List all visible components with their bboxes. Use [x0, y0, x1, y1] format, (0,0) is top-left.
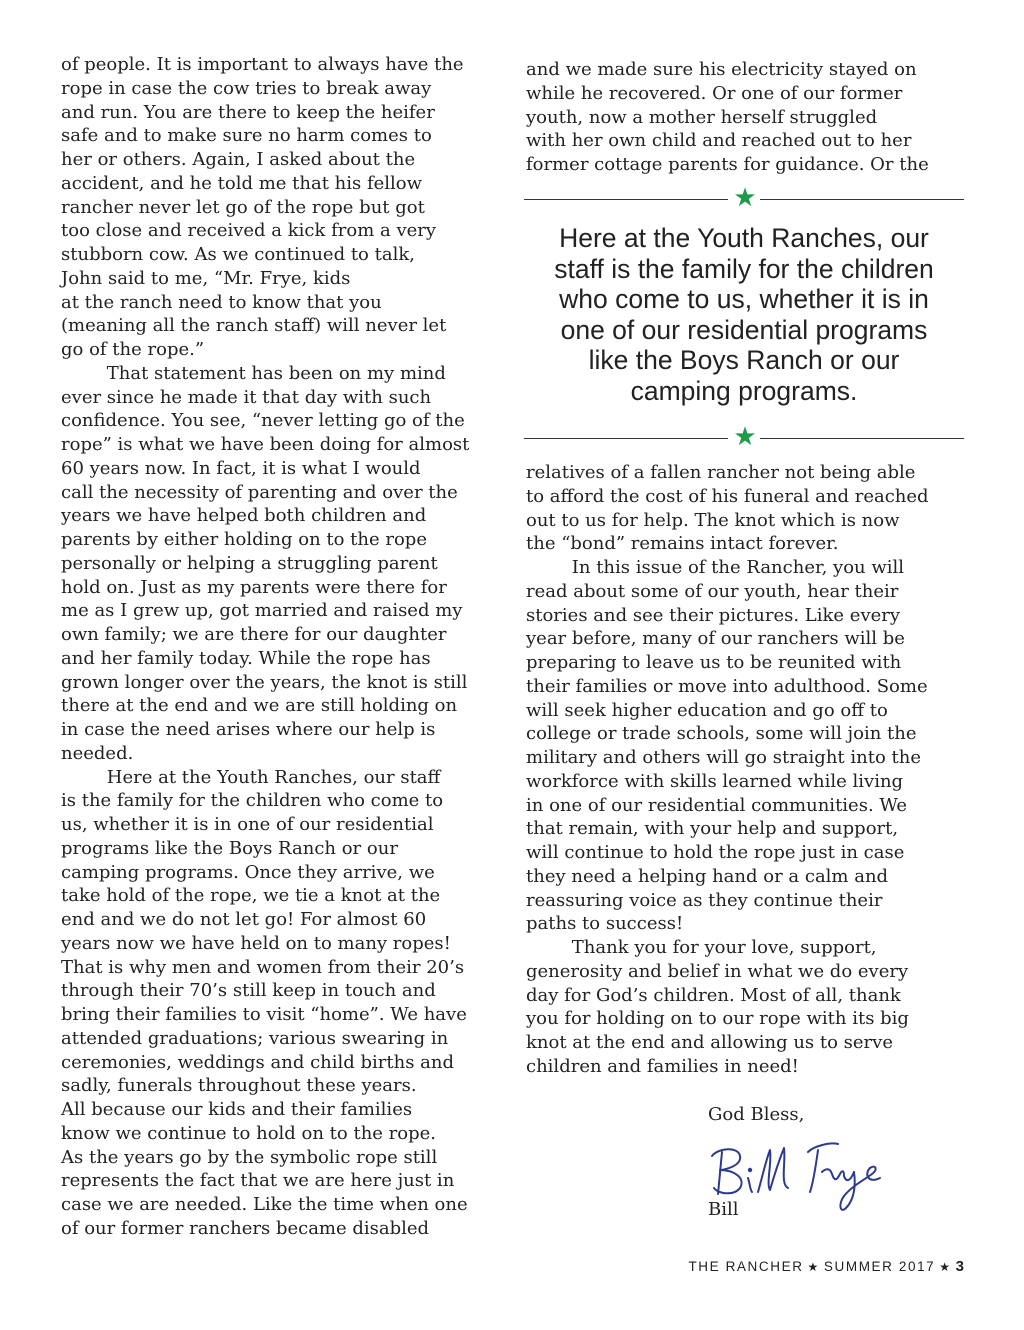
issue-label: SUMMER 2017	[823, 1259, 936, 1274]
body-text-line: generosity and belief in what we do every	[526, 960, 909, 982]
body-text-line: will continue to hold the rope just in case	[526, 842, 905, 863]
body-text-line: paths to success!	[526, 913, 684, 935]
body-text-line: go of the rope.”	[61, 339, 205, 360]
body-text-line: needed.	[61, 742, 134, 764]
body-text-line: attended graduations; various swearing in	[61, 1027, 449, 1049]
body-text-line: through their 70’s still keep in touch and	[61, 980, 436, 1002]
body-text-line: 60 years now. In fact, it is what I would	[61, 457, 421, 479]
body-text-line: her or others. Again, I asked about the	[61, 149, 416, 170]
body-text-line: to afford the cost of his funeral and reached	[526, 485, 929, 507]
body-text-line: end and we do not let go! For almost 60	[61, 909, 427, 930]
pull-quote-line: staff is the family for the children	[554, 253, 934, 284]
right-column-top	[526, 58, 966, 177]
body-text-line: out to us for help. The knot which is now	[526, 509, 900, 531]
star-icon: ★	[733, 422, 757, 452]
body-text-line: workforce with skills learned while living	[526, 770, 904, 792]
body-text-line: while he recovered. Or one of our former	[526, 82, 903, 104]
body-text-line: parents by either holding on to the rope	[61, 529, 427, 550]
body-text-line: Thank you for your love, support,	[526, 937, 877, 958]
body-text-line: us, whether it is in one of our residential	[61, 814, 434, 835]
body-text-line: there at the end and we are still holding on	[61, 695, 458, 717]
body-text-line: you for holding on to our rope with its big	[526, 1008, 909, 1030]
body-text-line: In this issue of the Rancher, you will	[526, 557, 905, 578]
publication-name: THE RANCHER	[688, 1259, 804, 1274]
body-text-line: will seek higher education and go off to	[526, 699, 888, 721]
body-text-line: represents the fact that we are here just in	[61, 1170, 455, 1192]
pull-quote-top-rule	[524, 183, 964, 213]
body-text-line: military and others will go straight into the	[526, 747, 921, 768]
body-text-line: That is why men and women from their 20’s	[61, 956, 465, 978]
pull-quote-line: like the Boys Ranch or our	[588, 345, 900, 375]
pull-quote-line: Here at the Youth Ranches, our	[559, 223, 929, 253]
body-text-line: All because our kids and their families	[61, 1099, 413, 1120]
body-text-line: former cottage parents for guidance. Or the	[526, 154, 929, 175]
body-text-line: relatives of a fallen rancher not being able	[526, 462, 916, 483]
page-number: 3	[955, 1258, 964, 1275]
body-text-line: ever since he made it that day with such	[61, 386, 432, 408]
body-text-line: of our former ranchers became disabled	[61, 1217, 430, 1239]
pull-quote-line: camping programs.	[630, 375, 858, 406]
body-text-line: confidence. You see, “never letting go of the	[61, 410, 465, 432]
body-text-line: at the ranch need to know that you	[61, 291, 382, 313]
body-text-line: knot at the end and allowing us to serve	[526, 1032, 893, 1053]
body-text-line: with her own child and reached out to her	[526, 130, 912, 152]
body-text-line: the “bond” remains intact forever.	[526, 533, 839, 555]
body-text-line: take hold of the rope, we tie a knot at the	[61, 885, 441, 907]
body-text-line: grown longer over the years, the knot is still	[61, 671, 468, 693]
body-text-line: day for God’s children. Most of all, thank	[526, 984, 901, 1006]
body-text-line: is the family for the children who come to	[61, 790, 444, 812]
body-text-line: of people. It is important to always have the	[61, 54, 464, 75]
body-text-line: youth, now a mother herself struggled	[526, 106, 878, 128]
body-text-line: sadly, funerals throughout these years.	[61, 1075, 417, 1097]
body-text-line: and her family today. While the rope has	[61, 647, 431, 669]
body-text-line: year before, many of our ranchers will be	[526, 628, 905, 650]
divider-line	[524, 438, 728, 439]
body-text-line: personally or helping a struggling parent	[61, 552, 438, 574]
star-icon: ★	[807, 1260, 820, 1274]
body-text-line: rope in case the cow tries to break away	[61, 77, 432, 99]
right-column-bottom	[526, 461, 966, 1079]
body-text-line: John said to me, “Mr. Frye, kids	[61, 267, 351, 289]
body-text-line: safe and to make sure no harm comes to	[61, 125, 432, 147]
body-text-line: reassuring voice as they continue their	[526, 889, 883, 911]
body-text-line: case we are needed. Like the time when one	[61, 1194, 468, 1215]
body-text-line: children and families in need!	[526, 1055, 799, 1077]
body-text-line: hold on. Just as my parents were there for	[61, 576, 447, 598]
divider-line	[760, 199, 964, 200]
body-text-line: years we have helped both children and	[61, 505, 427, 527]
body-text-line: and we made sure his electricity stayed on	[526, 59, 917, 80]
divider-line	[760, 438, 964, 439]
body-text-line: rancher never let go of the rope but got	[61, 196, 425, 218]
body-text-line: That statement has been on my mind	[61, 362, 446, 384]
body-text-line: (meaning all the ranch staff) will never let	[61, 315, 447, 337]
body-text-line: stories and see their pictures. Like every	[526, 604, 901, 626]
body-text-line: college or trade schools, some will join the	[526, 723, 917, 745]
star-icon: ★	[939, 1260, 952, 1274]
body-text-line: accident, and he told me that his fellow	[61, 172, 423, 194]
divider-line	[524, 199, 728, 200]
body-text-line: me as I grew up, got married and raised my	[61, 600, 463, 622]
pull-quote-text	[524, 223, 964, 406]
pull-quote-line: one of our residential programs	[560, 314, 928, 345]
body-text-line: and run. You are there to keep the heifer	[61, 101, 435, 123]
body-text-line: ceremonies, weddings and child births and	[61, 1051, 455, 1073]
body-text-line: in case the need arises where our help is	[61, 719, 436, 740]
pull-quote-line: who come to us, whether it is in	[559, 284, 929, 314]
body-text-line: read about some of our youth, hear their	[526, 580, 899, 602]
body-text-line: in one of our residential communities. We	[526, 794, 908, 816]
body-text-line: they need a helping hand or a calm and	[526, 865, 889, 887]
body-text-line: know we continue to hold on to the rope.	[61, 1122, 437, 1144]
signer-name: Bill	[708, 1199, 739, 1220]
page-footer	[688, 1258, 964, 1275]
body-text-line: camping programs. Once they arrive, we	[61, 861, 435, 883]
body-text-line: Here at the Youth Ranches, our staff	[61, 766, 441, 788]
body-text-line: bring their families to visit “home”. We have	[61, 1004, 467, 1025]
body-text-line: years now we have held on to many ropes!	[61, 932, 451, 954]
closing: God Bless,	[708, 1104, 805, 1125]
body-text-line: As the years go by the symbolic rope still	[61, 1146, 438, 1168]
pull-quote-bottom-rule	[524, 422, 964, 452]
body-text-line: their families or move into adulthood. Some	[526, 675, 928, 697]
body-text-line: programs like the Boys Ranch or our	[61, 837, 398, 859]
body-text-line: too close and received a kick from a very	[61, 220, 437, 242]
body-text-line: preparing to leave us to be reunited with	[526, 652, 902, 673]
body-text-line: rope” is what we have been doing for almost	[61, 434, 470, 455]
left-column	[61, 53, 501, 1241]
body-text-line: own family; we are there for our daughter	[61, 624, 447, 645]
body-text-line: stubborn cow. As we continued to talk,	[61, 244, 415, 265]
body-text-line: call the necessity of parenting and over the	[61, 481, 458, 503]
body-text-line: that remain, with your help and support,	[526, 818, 899, 840]
star-icon: ★	[733, 183, 757, 213]
pull-quote	[524, 185, 964, 455]
